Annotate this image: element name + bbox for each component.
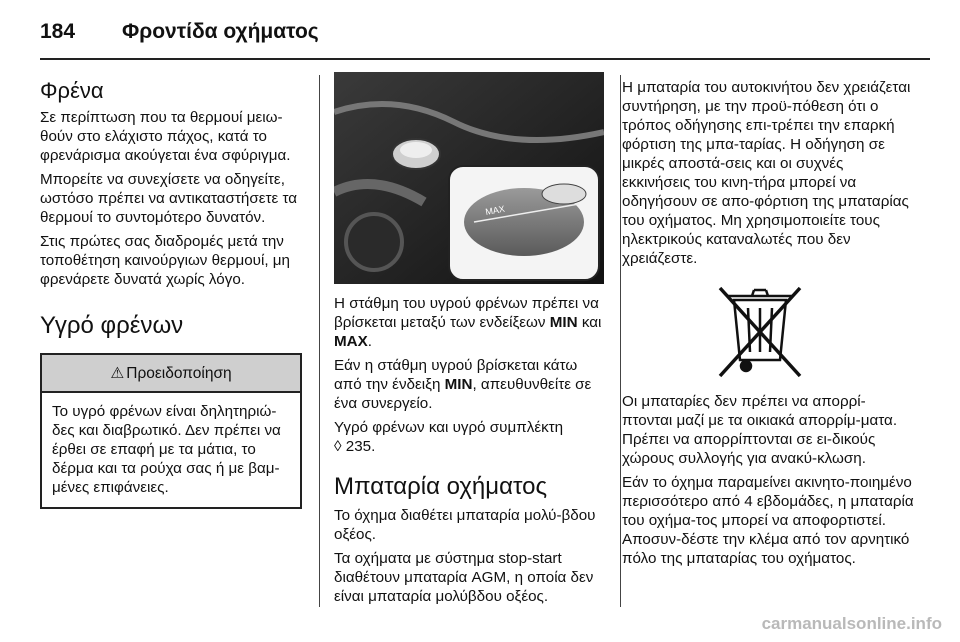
- warning-box: [40, 353, 302, 509]
- min-label: MIN: [549, 314, 578, 331]
- level-text: Η στάθμη του υγρού φρένων πρέπει να βρίσκεται μεταξύ των ενδείξεων: [334, 295, 599, 331]
- reference-text: Υγρό φρένων και υγρό συμπλέκτη: [334, 419, 564, 436]
- page-header: [0, 0, 960, 58]
- heading-battery: Μπαταρία οχήματος: [334, 473, 548, 500]
- max-label: MAX: [334, 333, 368, 350]
- battery-storage-paragraph: Εάν το όχημα παραμείνει ακινητο-ποιημένο περισσότερο από 4 εβδομάδες, η μπαταρία του οχήμα-τος μπορεί να αποφορτιστεί. Αποσυν-δέστε την κλέμα από τον αρνητικό πόλο της μπαταρίας του οχήματος.: [622, 474, 914, 567]
- brakes-paragraph-2: Μπορείτε να συνεχίσετε να οδηγείτε, ωστόσο πρέπει να αντικαταστήσετε τα θερμουί το συντομότερο δυνατόν.: [40, 171, 298, 226]
- reference-arrow-icon: ◊: [334, 438, 342, 455]
- heading-brakes: Φρένα: [40, 78, 104, 103]
- warning-header: [42, 355, 300, 393]
- brakes-paragraph-1: Σε περίπτωση που τα θερμουί μειω-θούν στο ελάχιστο πάχος, κατά το φρενάρισμα ακούγεται ένα σφύριγμα.: [40, 109, 291, 164]
- warning-icon: ⚠: [110, 364, 125, 382]
- header-rule: [40, 58, 930, 60]
- column-1: [40, 72, 302, 509]
- heading-brake-fluid: Υγρό φρένων: [40, 312, 184, 339]
- crossed-out-bin-icon: [714, 282, 804, 380]
- column-3: [622, 78, 914, 573]
- battery-maintenance-paragraph: Η μπαταρία του αυτοκινήτου δεν χρειάζεται συντήρηση, με την προϋ-πόθεση ότι ο τρόπος οδήγησης επι-τρέπει την επαρκή φόρτιση της μπα-ταρίας. Η οδήγηση σε μικρές αποστά-σεις και οι συχνές εκκινήσεις του κινη-τήρα μπορεί να οδηγήσουν σε απο-φόρτιση της μπαταρίας του οχήματος. Μη χρησιμοποιείτε τους ηλεκτρικούς καταναλωτές που δεν χρειάζεστε.: [622, 79, 911, 267]
- low-text-a: Εάν η στάθμη υγρού βρίσκεται κάτω από την ένδειξη: [334, 357, 578, 393]
- battery-paragraph-1: Το όχημα διαθέτει μπαταρία μολύ-βδου οξέος.: [334, 507, 596, 543]
- column-divider-right: [620, 75, 621, 607]
- brakes-paragraph-3: Στις πρώτες σας διαδρομές μετά την τοποθέτηση καινούργιων θερμουί, μη φρενάρετε δυνατά χωρίς λόγο.: [40, 233, 290, 288]
- and-text: και: [581, 314, 602, 331]
- page-title: Φροντίδα οχήματος: [122, 20, 319, 43]
- min-label-2: MIN: [444, 376, 473, 393]
- fluid-level-paragraph: [334, 294, 604, 351]
- reference-paragraph: [334, 418, 604, 456]
- page-number: 184: [40, 20, 76, 43]
- warning-title: Προειδοποίηση: [126, 364, 232, 382]
- battery-paragraph-2: Τα οχήματα με σύστημα stop-start διαθέτουν μπαταρία AGM, η οποία δεν είναι μπαταρία μολύβδου οξέος.: [334, 550, 594, 605]
- brake-fluid-reservoir-photo: [334, 72, 604, 284]
- fluid-low-paragraph: [334, 356, 604, 413]
- photo-max-label: MAX: [484, 203, 506, 217]
- column-2: [334, 72, 604, 611]
- watermark: carmanualsonline.info: [761, 614, 942, 633]
- low-text-b: , απευθυνθείτε σε ένα συνεργείο.: [334, 376, 592, 412]
- warning-text: Το υγρό φρένων είναι δηλητηριώ-δες και διαβρωτικό. Δεν πρέπει να έρθει σε επαφή με τα μάτια, το δέρμα και τα ρούχα σας ή με βαμ-μένες επιφάνειες.: [52, 403, 281, 496]
- column-divider-left: [319, 75, 320, 607]
- warning-body: [42, 393, 300, 507]
- reference-page[interactable]: 235.: [345, 438, 376, 455]
- level-end: .: [367, 333, 372, 350]
- battery-disposal-paragraph: Οι μπαταρίες δεν πρέπει να απορρί-πτονται μαζί με τα οικιακά απορρίμ-ματα. Πρέπει να απορρίπτονται σε ει-δικούς χώρους συλλογής για ανακύ-κλωση.: [622, 393, 898, 467]
